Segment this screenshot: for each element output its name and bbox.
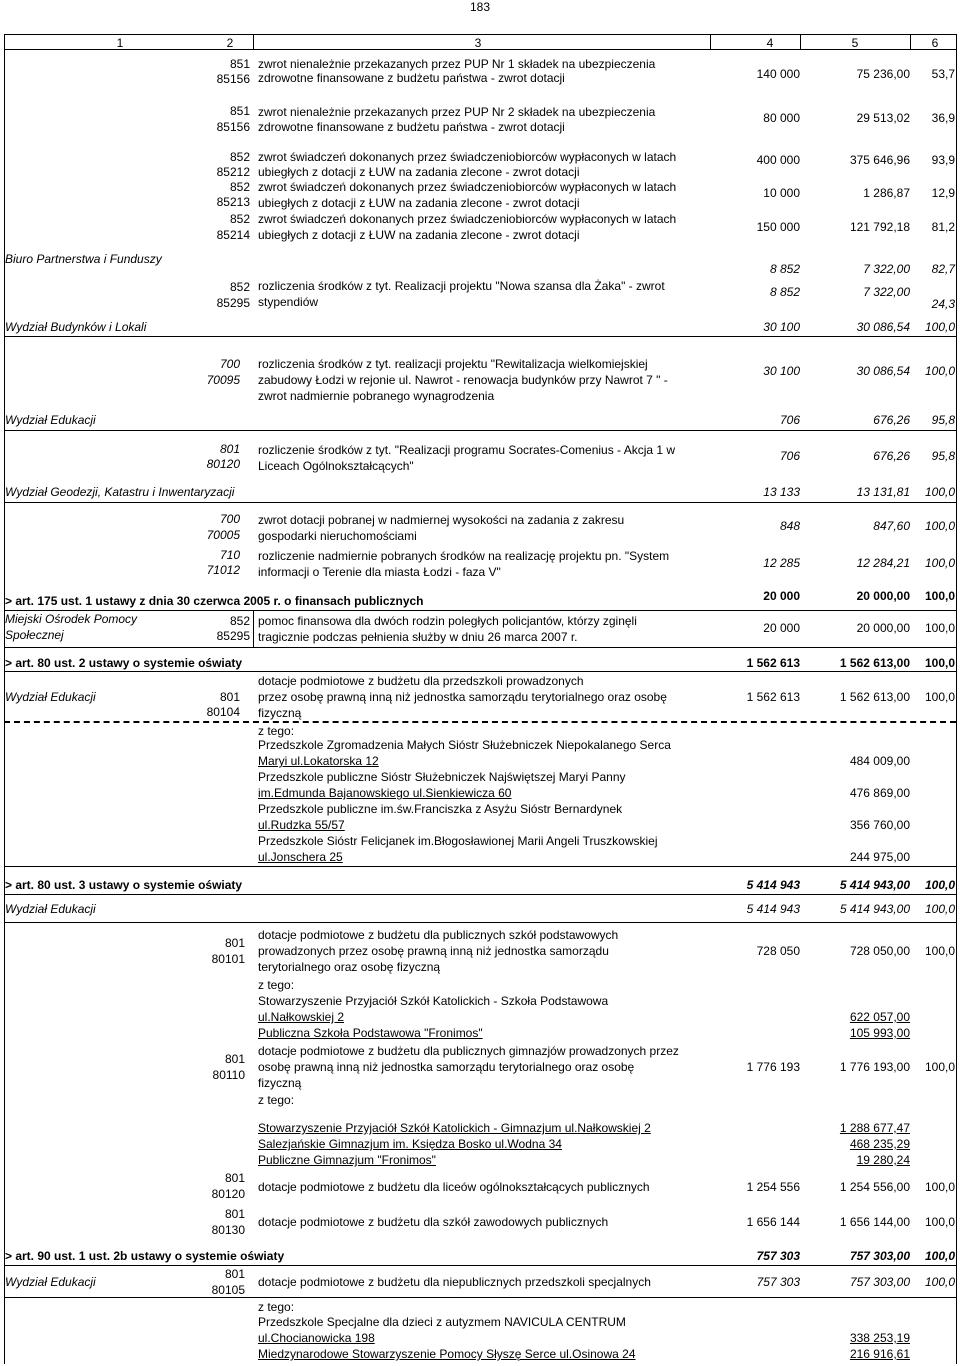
wykonanie-value: 676,26 <box>873 449 910 463</box>
percent-value: 100,0 <box>924 364 955 378</box>
section-label: Miejski Ośrodek Pomocy <box>5 612 138 626</box>
row-text: rozliczenia środków z tyt. realizacji projektu "Rewitalizacja wielkomiejskiej <box>258 357 648 371</box>
percent-value: 100,0 <box>924 1060 955 1074</box>
plan-value: 5 414 943 <box>746 902 800 916</box>
dzial: 801 <box>219 442 240 456</box>
row-text: zwrot świadczeń dokonanych przez świadczeniobiorców wypłaconych w latach <box>258 180 677 194</box>
plan-value: 1 254 556 <box>746 1180 800 1194</box>
dzial: 851 <box>229 57 250 71</box>
section-label: Wydział Edukacji <box>5 690 96 704</box>
percent-value: 100,0 <box>924 1215 955 1229</box>
wykonanie-value: 12 284,21 <box>856 556 910 570</box>
row-text: zwrot nadmiernie pobranego wynagrodzenia <box>258 389 495 403</box>
dzial: 852 <box>229 180 250 194</box>
wykonanie-value: 216 916,61 <box>849 1347 910 1361</box>
row-text: zdrowotne finansowane z budżetu państwa - zwrot dotacji <box>258 71 565 85</box>
percent-value: 82,7 <box>931 262 955 276</box>
row-text: zwrot świadczeń dokonanych przez świadczeniobiorców wypłaconych w latach <box>258 150 677 164</box>
dzial: 852 <box>229 212 250 226</box>
dzial: 801 <box>224 1207 245 1221</box>
wykonanie-value: 676,26 <box>873 413 910 427</box>
dzial: 801 <box>224 936 245 950</box>
wykonanie-value: 757 303,00 <box>849 1249 910 1263</box>
wykonanie-value: 20 000,00 <box>856 589 910 603</box>
row-text: dotacje podmiotowe z budżetu dla szkół zawodowych publicznych <box>258 1215 609 1229</box>
percent-value: 100,0 <box>924 944 955 958</box>
article-heading: > art. 90 ust. 1 ust. 2b ustawy o systemie oświaty <box>5 1249 285 1263</box>
row-text: rozliczenia środków z tyt. Realizacji projektu "Nowa szansa dla Żaka" - zwrot <box>258 279 665 293</box>
row-text: prowadzonych przez osobę prawną inną niż jednostka samorządu <box>258 944 609 958</box>
section-label: Wydział Edukacji <box>5 902 96 916</box>
rozdzial: 80120 <box>206 457 240 471</box>
col-header-1: 1 <box>116 36 124 50</box>
rozdzial: 70005 <box>206 528 240 542</box>
plan-value: 12 285 <box>763 556 800 570</box>
wykonanie-value: 105 993,00 <box>849 1026 910 1040</box>
wykonanie-value: 1 286,87 <box>863 186 910 200</box>
percent-value: 100,0 <box>924 1275 955 1289</box>
article-heading: > art. 175 ust. 1 ustawy z dnia 30 czerwca 2005 r. o finansach publicznych <box>5 594 424 608</box>
row-text: rozliczenie nadmiernie pobranych środków na realizację projektu pn. "System <box>258 549 670 563</box>
section-label: Biuro Partnerstwa i Funduszy <box>5 252 162 266</box>
row-text: dotacje podmiotowe z budżetu dla publicznych szkół podstawowych <box>258 928 619 942</box>
row-text: dotacje podmiotowe z budżetu dla liceów ogólnokształcących publicznych <box>258 1180 650 1194</box>
z-tego-label: z tego: <box>258 978 295 992</box>
row-text: ubiegłych z dotacji z ŁUW na zadania zlecone - zwrot dotacji <box>258 165 580 179</box>
row-text: rozliczenie środków z tyt. "Realizacji programu Socrates-Comenius - Akcja 1 w <box>258 443 676 457</box>
col-header-2: 2 <box>226 36 234 50</box>
row-text: dotacje podmiotowe z budżetu dla przedszkoli prowadzonych <box>258 674 584 688</box>
row-text: zwrot nienależnie przekazanych przez PUP Nr 2 składek na ubezpieczenia <box>258 105 656 119</box>
wykonanie-value: 13 131,81 <box>856 485 910 499</box>
row-text: dotacje podmiotowe z budżetu dla niepublicznych przedszkoli specjalnych <box>258 1275 651 1289</box>
row-text: Stowarzyszenie Przyjaciół Szkół Katolickich - Szkoła Podstawowa <box>258 994 609 1008</box>
row-text: Salezjańskie Gimnazjum im. Księdza Bosko ul.Wodna 34 <box>258 1137 562 1151</box>
plan-value: 757 303 <box>756 1275 800 1289</box>
col-header-3: 3 <box>474 36 482 50</box>
rozdzial: 85156 <box>216 72 250 86</box>
row-text: dotacje podmiotowe z budżetu dla publicznych gimnazjów prowadzonych przez <box>258 1044 679 1058</box>
dzial: 700 <box>219 512 240 526</box>
section-label: Wydział Budynków i Lokali <box>5 320 147 334</box>
row-text: tragicznie podczas pełnienia służby w dniu 26 marca 2007 r. <box>258 630 578 644</box>
wykonanie-value: 1 562 613,00 <box>839 690 910 704</box>
row-text: zabudowy Łodzi w rejonie ul. Nawrot - renowacja budynków przy Nawrot 7 " - <box>258 373 668 387</box>
rozdzial: 85213 <box>216 195 250 209</box>
row-text: Stowarzyszenie Przyjaciół Szkół Katolickich - Gimnazjum ul.Nałkowskiej 2 <box>258 1121 651 1135</box>
section-label: Wydział Geodezji, Katastru i Inwentaryzacji <box>5 485 235 499</box>
dzial: 851 <box>229 104 250 118</box>
plan-value: 20 000 <box>763 621 800 635</box>
row-text: fizyczną <box>258 706 302 720</box>
percent-value: 100,0 <box>924 656 955 670</box>
rozdzial: 80105 <box>211 1283 245 1297</box>
dzial: 700 <box>219 357 240 371</box>
row-text: Przedszkole publiczne im.św.Franciszka z Asyżu Sióstr Bernardynek <box>258 802 623 816</box>
percent-value: 12,9 <box>931 186 955 200</box>
row-text: Liceach Ogólnokształcących" <box>258 459 414 473</box>
dzial: 710 <box>219 548 240 562</box>
row-text: zdrowotne finansowane z budżetu państwa - zwrot dotacji <box>258 120 565 134</box>
col-header-5: 5 <box>851 36 859 50</box>
wykonanie-value: 5 414 943,00 <box>839 902 910 916</box>
plan-value: 1 656 144 <box>746 1215 800 1229</box>
page-number: 183 <box>469 0 491 14</box>
section-label: Wydział Edukacji <box>5 1275 96 1289</box>
row-text: Maryi ul.Lokatorska 12 <box>258 754 379 768</box>
wykonanie-value: 1 288 677,47 <box>839 1121 910 1135</box>
plan-value: 5 414 943 <box>746 878 800 892</box>
row-text: ul.Rudzka 55/57 <box>258 818 345 832</box>
plan-value: 706 <box>779 449 800 463</box>
row-text: pomoc finansowa dla dwóch rodzin poległych policjantów, którzy zginęli <box>258 614 637 628</box>
plan-value: 30 100 <box>763 364 800 378</box>
row-text: ul.Jonschera 25 <box>258 850 343 864</box>
row-text: Publiczna Szkoła Podstawowa "Fronimos" <box>258 1026 483 1040</box>
percent-value: 24,3 <box>931 297 955 311</box>
rozdzial: 80130 <box>211 1223 245 1237</box>
dzial: 852 <box>229 280 250 294</box>
percent-value: 100,0 <box>924 878 955 892</box>
plan-value: 400 000 <box>756 153 800 167</box>
rozdzial: 85156 <box>216 120 250 134</box>
dzial: 801 <box>224 1171 245 1185</box>
wykonanie-value: 375 646,96 <box>849 153 910 167</box>
percent-value: 95,8 <box>931 449 955 463</box>
percent-value: 100,0 <box>924 1249 955 1263</box>
wykonanie-value: 1 656 144,00 <box>839 1215 910 1229</box>
rozdzial: 80120 <box>211 1187 245 1201</box>
row-text: zwrot świadczeń dokonanych przez świadczeniobiorców wypłaconych w latach <box>258 212 677 226</box>
percent-value: 100,0 <box>924 902 955 916</box>
dzial: 801 <box>224 1052 245 1066</box>
row-text: ul.Chocianowicka 198 <box>258 1331 375 1345</box>
col-header-4: 4 <box>766 36 774 50</box>
wykonanie-value: 1 776 193,00 <box>839 1060 910 1074</box>
plan-value: 848 <box>779 519 800 533</box>
section-label: Wydział Edukacji <box>5 413 96 427</box>
wykonanie-value: 1 562 613,00 <box>839 656 910 670</box>
z-tego-label: z tego: <box>258 1093 295 1107</box>
plan-value: 10 000 <box>763 186 800 200</box>
rozdzial: 80104 <box>206 705 240 719</box>
plan-value: 757 303 <box>756 1249 800 1263</box>
row-text: Miedzynarodowe Stowarzyszenie Pomocy Słyszę Serce ul.Osinowa 24 <box>258 1347 636 1361</box>
section-label: Społecznej <box>5 628 64 642</box>
wykonanie-value: 121 792,18 <box>849 220 910 234</box>
plan-value: 1 562 613 <box>746 656 800 670</box>
rozdzial: 71012 <box>206 563 240 577</box>
wykonanie-value: 757 303,00 <box>849 1275 910 1289</box>
row-text: zwrot nienależnie przekazanych przez PUP Nr 1 składek na ubezpieczenia <box>258 57 656 71</box>
percent-value: 93,9 <box>931 153 955 167</box>
wykonanie-value: 356 760,00 <box>849 818 910 832</box>
plan-value: 728 050 <box>756 944 800 958</box>
wykonanie-value: 20 000,00 <box>856 621 910 635</box>
percent-value: 100,0 <box>924 519 955 533</box>
wykonanie-value: 5 414 943,00 <box>839 878 910 892</box>
z-tego-label: z tego: <box>258 724 295 738</box>
article-heading: > art. 80 ust. 3 ustawy o systemie oświaty <box>5 878 243 892</box>
wykonanie-value: 30 086,54 <box>856 364 910 378</box>
percent-value: 100,0 <box>924 621 955 635</box>
z-tego-label: z tego: <box>258 1300 295 1314</box>
wykonanie-value: 7 322,00 <box>863 285 910 299</box>
article-heading: > art. 80 ust. 2 ustawy o systemie oświaty <box>5 656 243 670</box>
row-text: Przedszkole Sióstr Felicjanek im.Błogosławionej Marii Angeli Truszkowskiej <box>258 834 658 848</box>
wykonanie-value: 622 057,00 <box>849 1010 910 1024</box>
percent-value: 100,0 <box>924 589 955 603</box>
rozdzial: 80101 <box>211 952 245 966</box>
row-text: fizyczną <box>258 1076 302 1090</box>
plan-value: 140 000 <box>756 67 800 81</box>
wykonanie-value: 338 253,19 <box>849 1331 910 1345</box>
row-text: terytorialnego oraz osobę fizyczną <box>258 960 441 974</box>
plan-value: 30 100 <box>763 320 800 334</box>
plan-value: 8 852 <box>769 285 800 299</box>
rozdzial: 85212 <box>216 165 250 179</box>
plan-value: 13 133 <box>763 485 800 499</box>
dzial: 852 <box>229 150 250 164</box>
wykonanie-value: 1 254 556,00 <box>839 1180 910 1194</box>
rozdzial: 85295 <box>216 629 250 643</box>
wykonanie-value: 244 975,00 <box>849 850 910 864</box>
percent-value: 53,7 <box>931 67 955 81</box>
percent-value: 100,0 <box>924 320 955 334</box>
dzial: 801 <box>219 690 240 704</box>
wykonanie-value: 728 050,00 <box>849 944 910 958</box>
wykonanie-value: 19 280,24 <box>856 1153 910 1167</box>
col-header-6: 6 <box>931 36 939 50</box>
wykonanie-value: 7 322,00 <box>863 262 910 276</box>
plan-value: 150 000 <box>756 220 800 234</box>
plan-value: 1 776 193 <box>746 1060 800 1074</box>
rozdzial: 70095 <box>206 373 240 387</box>
row-text: im.Edmunda Bajanowskiego ul.Sienkiewicza 60 <box>258 786 512 800</box>
dzial: 801 <box>224 1267 245 1281</box>
row-text: stypendiów <box>258 295 319 309</box>
wykonanie-value: 75 236,00 <box>856 67 910 81</box>
percent-value: 100,0 <box>924 556 955 570</box>
row-text: przez osobę prawną inną niż jednostka samorządu terytorialnego oraz osobę <box>258 690 667 704</box>
plan-value: 8 852 <box>769 262 800 276</box>
row-text: gospodarki nieruchomościami <box>258 529 417 543</box>
row-text: Publiczne Gimnazjum "Fronimos" <box>258 1153 436 1167</box>
wykonanie-value: 30 086,54 <box>856 320 910 334</box>
wykonanie-value: 468 235,29 <box>849 1137 910 1151</box>
dzial: 852 <box>229 614 250 628</box>
percent-value: 95,8 <box>931 413 955 427</box>
row-text: Przedszkole publiczne Sióstr Służebniczek Najświętszej Maryi Panny <box>258 770 626 784</box>
percent-value: 100,0 <box>924 690 955 704</box>
row-text: ubiegłych z dotacji z ŁUW na zadania zlecone - zwrot dotacji <box>258 228 580 242</box>
percent-value: 100,0 <box>924 485 955 499</box>
plan-value: 1 562 613 <box>746 690 800 704</box>
row-text: osobę prawną inną niż jednostka samorządu terytorialnego oraz osobę <box>258 1060 635 1074</box>
plan-value: 20 000 <box>763 589 800 603</box>
percent-value: 100,0 <box>924 1180 955 1194</box>
plan-value: 706 <box>779 413 800 427</box>
wykonanie-value: 847,60 <box>873 519 910 533</box>
row-text: ul.Nałkowskiej 2 <box>258 1010 345 1024</box>
rozdzial: 85295 <box>216 296 250 310</box>
row-text: ubiegłych z dotacji z ŁUW na zadania zlecone - zwrot dotacji <box>258 196 580 210</box>
row-text: zwrot dotacji pobranej w nadmiernej wysokości na zadania z zakresu <box>258 513 625 527</box>
plan-value: 80 000 <box>763 111 800 125</box>
row-text: Przedszkole Zgromadzenia Małych Sióstr Służebniczek Niepokalanego Serca <box>258 738 671 752</box>
percent-value: 36,9 <box>931 111 955 125</box>
wykonanie-value: 484 009,00 <box>849 754 910 768</box>
rozdzial: 85214 <box>216 228 250 242</box>
wykonanie-value: 476 869,00 <box>849 786 910 800</box>
row-text: informacji o Terenie dla miasta Łodzi - faza V" <box>258 565 501 579</box>
rozdzial: 80110 <box>212 1068 245 1082</box>
wykonanie-value: 29 513,02 <box>856 111 910 125</box>
percent-value: 81,2 <box>931 220 955 234</box>
row-text: Przedszkole Specjalne dla dzieci z autyzmem NAVICULA CENTRUM <box>258 1315 626 1329</box>
